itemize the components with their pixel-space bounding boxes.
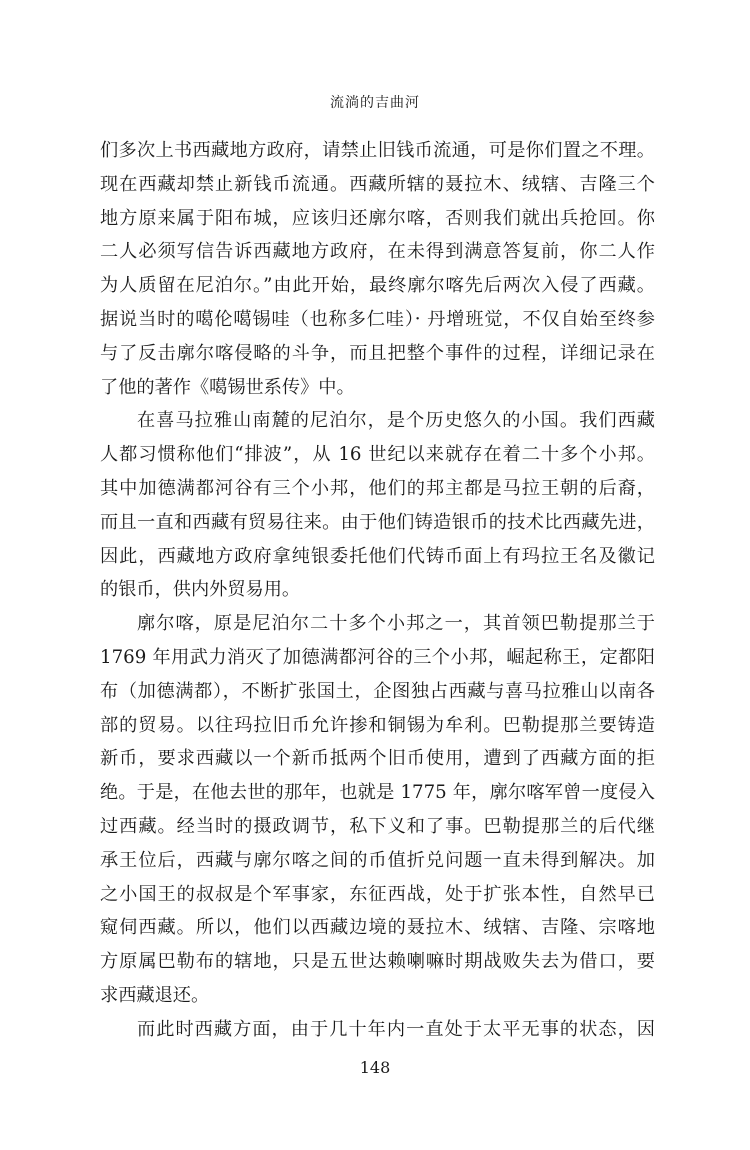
text-line: 方原属巴勒布的辖地，只是五世达赖喇嘛时期战败失去为借口，要 [100,951,655,973]
text-line: 过西藏。经当时的摄政调节，私下义和了事。巴勒提那兰的后代继 [100,815,655,837]
text-line: 承王位后，西藏与廓尔喀之间的币值折兑问题一直未得到解决。加 [100,849,655,871]
text-line: 因此，西藏地方政府拿纯银委托他们代铸币面上有玛拉王名及徽记 [100,545,655,567]
text-line: 据说当时的噶伦噶锡哇（也称多仁哇）· 丹增班觉，不仅自始至终参 [100,308,655,330]
text-line: 绝。于是，在他去世的那年，也就是 1775 年，廓尔喀军曾一度侵入 [100,782,655,804]
text-line: 其中加德满都河谷有三个小邦，他们的邦主都是马拉王朝的后裔， [100,477,655,499]
text-line: 部的贸易。以往玛拉旧币允许掺和铜锡为牟利。巴勒提那兰要铸造 [100,714,655,736]
text-line: 与了反击廓尔喀侵略的斗争，而且把整个事件的过程，详细记录在 [100,342,655,364]
text-line: 们多次上书西藏地方政府，请禁止旧钱币流通，可是你们置之不理。 [100,140,655,161]
text-line: 的银币，供内外贸易用。 [100,579,301,601]
text-line: 1769 年用武力消灭了加德满都河谷的三个小邦，崛起称王，定都阳 [100,646,655,668]
text-line: 人都习惯称他们“排波”，从 16 世纪以来就存在着二十多个小邦。 [100,444,655,466]
text-line: 布（加德满都），不断扩张国土，企图独占西藏与喜马拉雅山以南各 [100,680,655,702]
text-line: 为人质留在尼泊尔。”由此开始，最终廓尔喀先后两次入侵了西藏。 [100,275,655,297]
text-line: 二人必须写信告诉西藏地方政府，在未得到满意答复前，你二人作 [100,241,655,263]
running-header: 流淌的吉曲河 [330,95,420,111]
text-line: 而且一直和西藏有贸易往来。由于他们铸造银币的技术比西藏先进， [100,511,655,533]
text-line: 现在西藏却禁止新钱币流通。西藏所辖的聂拉木、绒辖、吉隆三个 [100,173,655,195]
text-line: 之小国王的叔叔是个军事家，东征西战，处于扩张本性，自然早已 [100,883,655,905]
paragraph-start-line: 廓尔喀，原是尼泊尔二十多个小邦之一，其首领巴勒提那兰于 [137,613,655,635]
paragraph-start-line: 而此时西藏方面，由于几十年内一直处于太平无事的状态，因 [137,1018,655,1040]
text-line: 地方原来属于阳布城，应该归还廓尔喀，否则我们就出兵抢回。你 [100,207,655,229]
paragraph-start-line: 在喜马拉雅山南麓的尼泊尔，是个历史悠久的小国。我们西藏 [137,410,655,432]
text-line: 窥伺西藏。所以，他们以西藏边境的聂拉木、绒辖、吉隆、宗喀地 [100,917,655,939]
body-text [100,134,655,1047]
page-number: 148 [359,1058,391,1077]
text-line: 新币，要求西藏以一个新币抵两个旧币使用，遭到了西藏方面的拒 [100,748,655,770]
text-line: 了他的著作《噶锡世系传》中。 [100,376,355,398]
text-line: 求西藏退还。 [100,984,210,1006]
